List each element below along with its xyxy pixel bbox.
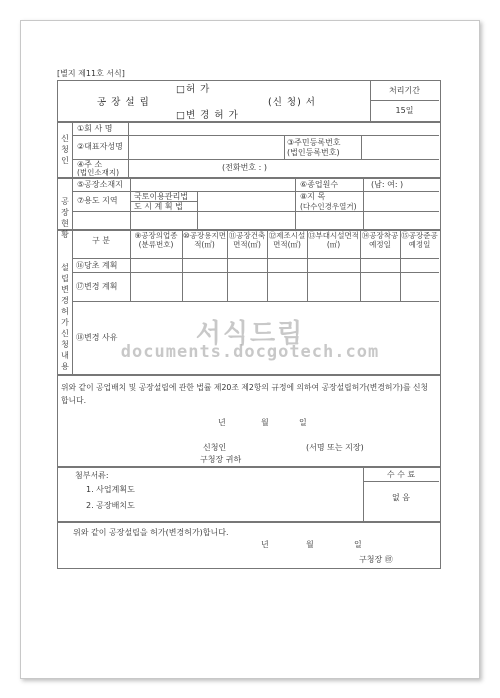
signature-note: (서명 또는 지장) <box>306 443 364 452</box>
attachment-business-plan: 1. 사업계획도 <box>86 485 135 494</box>
col-site-area: ⑩공장용지면적(㎡) <box>183 231 226 249</box>
employees-label: ⑥종업원수 <box>300 180 339 189</box>
corp-no-label: (법인등록번호) <box>287 148 340 157</box>
col-start-date: ⑭공장착공예정일 <box>361 231 399 249</box>
zoning-plan: 도 시 계 획 법 <box>134 202 183 211</box>
gender-label: (남: 여: ) <box>371 180 404 189</box>
zoning-label: ⑦용도 지역 <box>77 196 118 205</box>
applicant-signature-label: 신청인 <box>203 443 227 452</box>
zoning-law: 국토이용관리법 <box>134 192 189 201</box>
attachments-label: 첨부서류: <box>75 471 109 480</box>
factory-side-label: 공장현황 <box>61 197 69 239</box>
title-factory: 공 장 설 립 <box>97 97 150 108</box>
row-changed-plan: ⑰변경 계획 <box>76 282 118 291</box>
attachment-layout-plan: 2. 공장배치도 <box>86 501 135 510</box>
corp-location-label: (법인소재지) <box>77 168 120 177</box>
approval-authority: 구청장 ㊞ <box>359 555 393 564</box>
approval-text: 위와 같이 공장설립을 허가(변경허가)합니다. <box>73 528 229 537</box>
land-category-label: ⑧지 목 <box>300 192 326 201</box>
fee-label: 수 수 료 <box>386 470 416 479</box>
row-change-reason: ⑱변경 사유 <box>76 333 118 342</box>
title-apply: (신 청) 서 <box>268 97 316 108</box>
address-label: ④주 소 <box>77 160 103 169</box>
recipient-label: 구청장 귀하 <box>200 455 242 464</box>
col-manufacturing-area: ⑫제조시설면적(㎡) <box>268 231 306 249</box>
col-building-area: ⑪공장건축면적(㎡) <box>228 231 266 249</box>
category-header: 구 분 <box>92 236 110 245</box>
processing-value: 15일 <box>395 106 414 115</box>
date-month: 월 <box>261 418 269 427</box>
representative-label: ②대표자성명 <box>77 142 123 151</box>
watermark-url: documents.docgotech.com <box>120 342 380 362</box>
date-year: 년 <box>218 418 226 427</box>
statement-text: 위와 같이 공업배치 및 공장설립에 관한 법률 제20조 제2항의 규정에 의하여 공장설립허가(변경허가)를 신청합니다. <box>61 383 429 405</box>
factory-location-label: ⑤공장소재지 <box>77 180 123 189</box>
land-category-note: (다수인경우열거) <box>300 202 357 211</box>
approval-month: 월 <box>306 540 314 549</box>
title-permit: □허 가 <box>176 84 211 95</box>
date-day: 일 <box>299 418 307 427</box>
title-change: □변 경 허 가 <box>176 110 239 121</box>
processing-label: 처리기간 <box>389 86 420 95</box>
form-number: [별지 제11호 서식] <box>57 69 125 78</box>
fee-value: 없 음 <box>392 493 410 502</box>
resident-no-label: ③주민등록번호 <box>287 138 341 147</box>
col-ancillary-area: ⑬부대시설면적(㎡) <box>308 231 359 249</box>
row-original-plan: ⑯당초 계획 <box>76 261 118 270</box>
approval-year: 년 <box>261 540 269 549</box>
plan-side-label: 설립변경허가신청내용 <box>61 263 69 371</box>
col-industry: ⑨공장의업종(분류번호) <box>134 231 178 249</box>
company-name-label: ①회 사 명 <box>77 124 113 133</box>
phone-label: (전화번호 : ) <box>222 163 267 172</box>
watermark-title: 서식드림 <box>195 319 305 349</box>
approval-day: 일 <box>354 540 362 549</box>
col-completion-date: ⑮공장준공예정일 <box>401 231 438 249</box>
applicant-side-label: 신청인 <box>61 134 69 165</box>
